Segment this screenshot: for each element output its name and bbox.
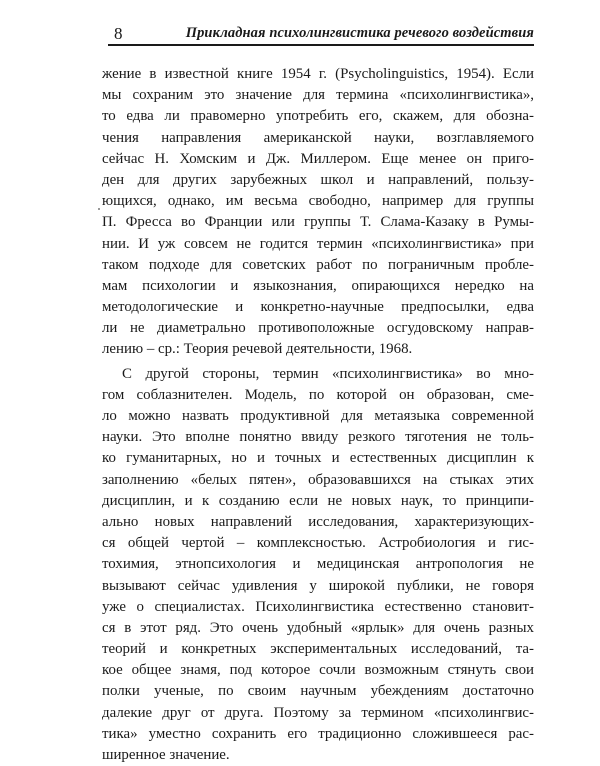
page-number: 8 [114, 24, 123, 43]
running-title: Прикладная психолингвистика речевого воздействия [185, 25, 534, 41]
text-line: ширенное значение. [102, 747, 230, 763]
text-line: далекие друг от друга. Поэтому за термином «психолингвис- [102, 704, 534, 721]
text-line: чения направления американской науки, возглавляемого [102, 129, 534, 146]
text-line: тика» уместно сохранить его традиционно сложившееся рас- [102, 725, 534, 742]
text-line: мам психологии и языкознания, опирающихся нередко на [102, 277, 534, 294]
text-line: тохимия, этнопсихология и медицинская антропология не [102, 556, 534, 573]
text-line: полки ученые, по своим научным убеждениям достаточно [102, 683, 534, 700]
text-line: заполнению «белых пятен», образовавшихся на стыках этих [102, 471, 534, 488]
margin-speck [98, 208, 100, 210]
text-line: ден для других зарубежных школ и направлений, пользу- [102, 171, 534, 188]
text-line: методологические и конкретно-научные предпосылки, едва [102, 299, 534, 316]
text-line: П. Фресса во Франции или группы Т. Слама-Казаку в Румы- [102, 214, 534, 231]
text-line: ло можно назвать продуктивной для метаязыка современной [102, 408, 534, 424]
text-line: ли не диаметрально противоположные осгудовскому направ- [102, 320, 534, 337]
text-line: науки. Это вполне понятно ввиду резкого тяготения не толь- [102, 429, 534, 446]
text-line: гом соблазнителен. Модель, по которой он образован, сме- [102, 386, 534, 403]
text-line: ся общей чертой – комплексностью. Астробиология и гис- [102, 535, 534, 552]
text-line: сейчас Н. Хомским и Дж. Миллером. Еще менее он приго- [102, 150, 534, 167]
text-line: ся в этот ряд. Это очень удобный «ярлык» для очень разных [102, 619, 534, 636]
text-line: то едва ли правомерно употребить его, скажем, для обозна- [102, 108, 534, 125]
text-line: уже о специалистах. Психолингвистика естественно становит- [102, 598, 534, 615]
text-line: вызывают сейчас удивления у широкой публики, не говоря [102, 577, 534, 594]
text-line: теорий и конкретных экспериментальных исследований, та- [102, 641, 534, 658]
text-line: ально новых направлений исследования, характеризующих- [102, 513, 534, 530]
text-line: кое общее знамя, под которое сочли возможным стянуть свои [102, 662, 534, 679]
text-line: нии. И уж совсем не годится термин «психолингвистика» при [102, 235, 534, 252]
paragraph [102, 364, 534, 766]
text-line: таком подходе для советских работ по пограничным пробле- [102, 256, 534, 273]
text-line: мы сохраним это значение для термина «психолингвистика», [102, 87, 534, 104]
text-line: ко гуманитарных, но и точных и естественных дисциплин к [102, 450, 534, 467]
text-line: С другой стороны, термин «психолингвистика» во мно- [122, 365, 534, 382]
text-line: дисциплин, и к созданию если не новых наук, то принципи- [102, 492, 534, 509]
running-header [108, 24, 534, 46]
text-line: лению – ср.: Теория речевой деятельности, 1968. [102, 341, 413, 358]
text-line: жение в известной книге 1954 г. (Psycholinguistics, 1954). Если [102, 66, 534, 82]
text-line: ющихся, однако, им весьма свободно, например для группы [102, 193, 534, 210]
body-text [102, 64, 534, 766]
paragraph [102, 64, 534, 361]
